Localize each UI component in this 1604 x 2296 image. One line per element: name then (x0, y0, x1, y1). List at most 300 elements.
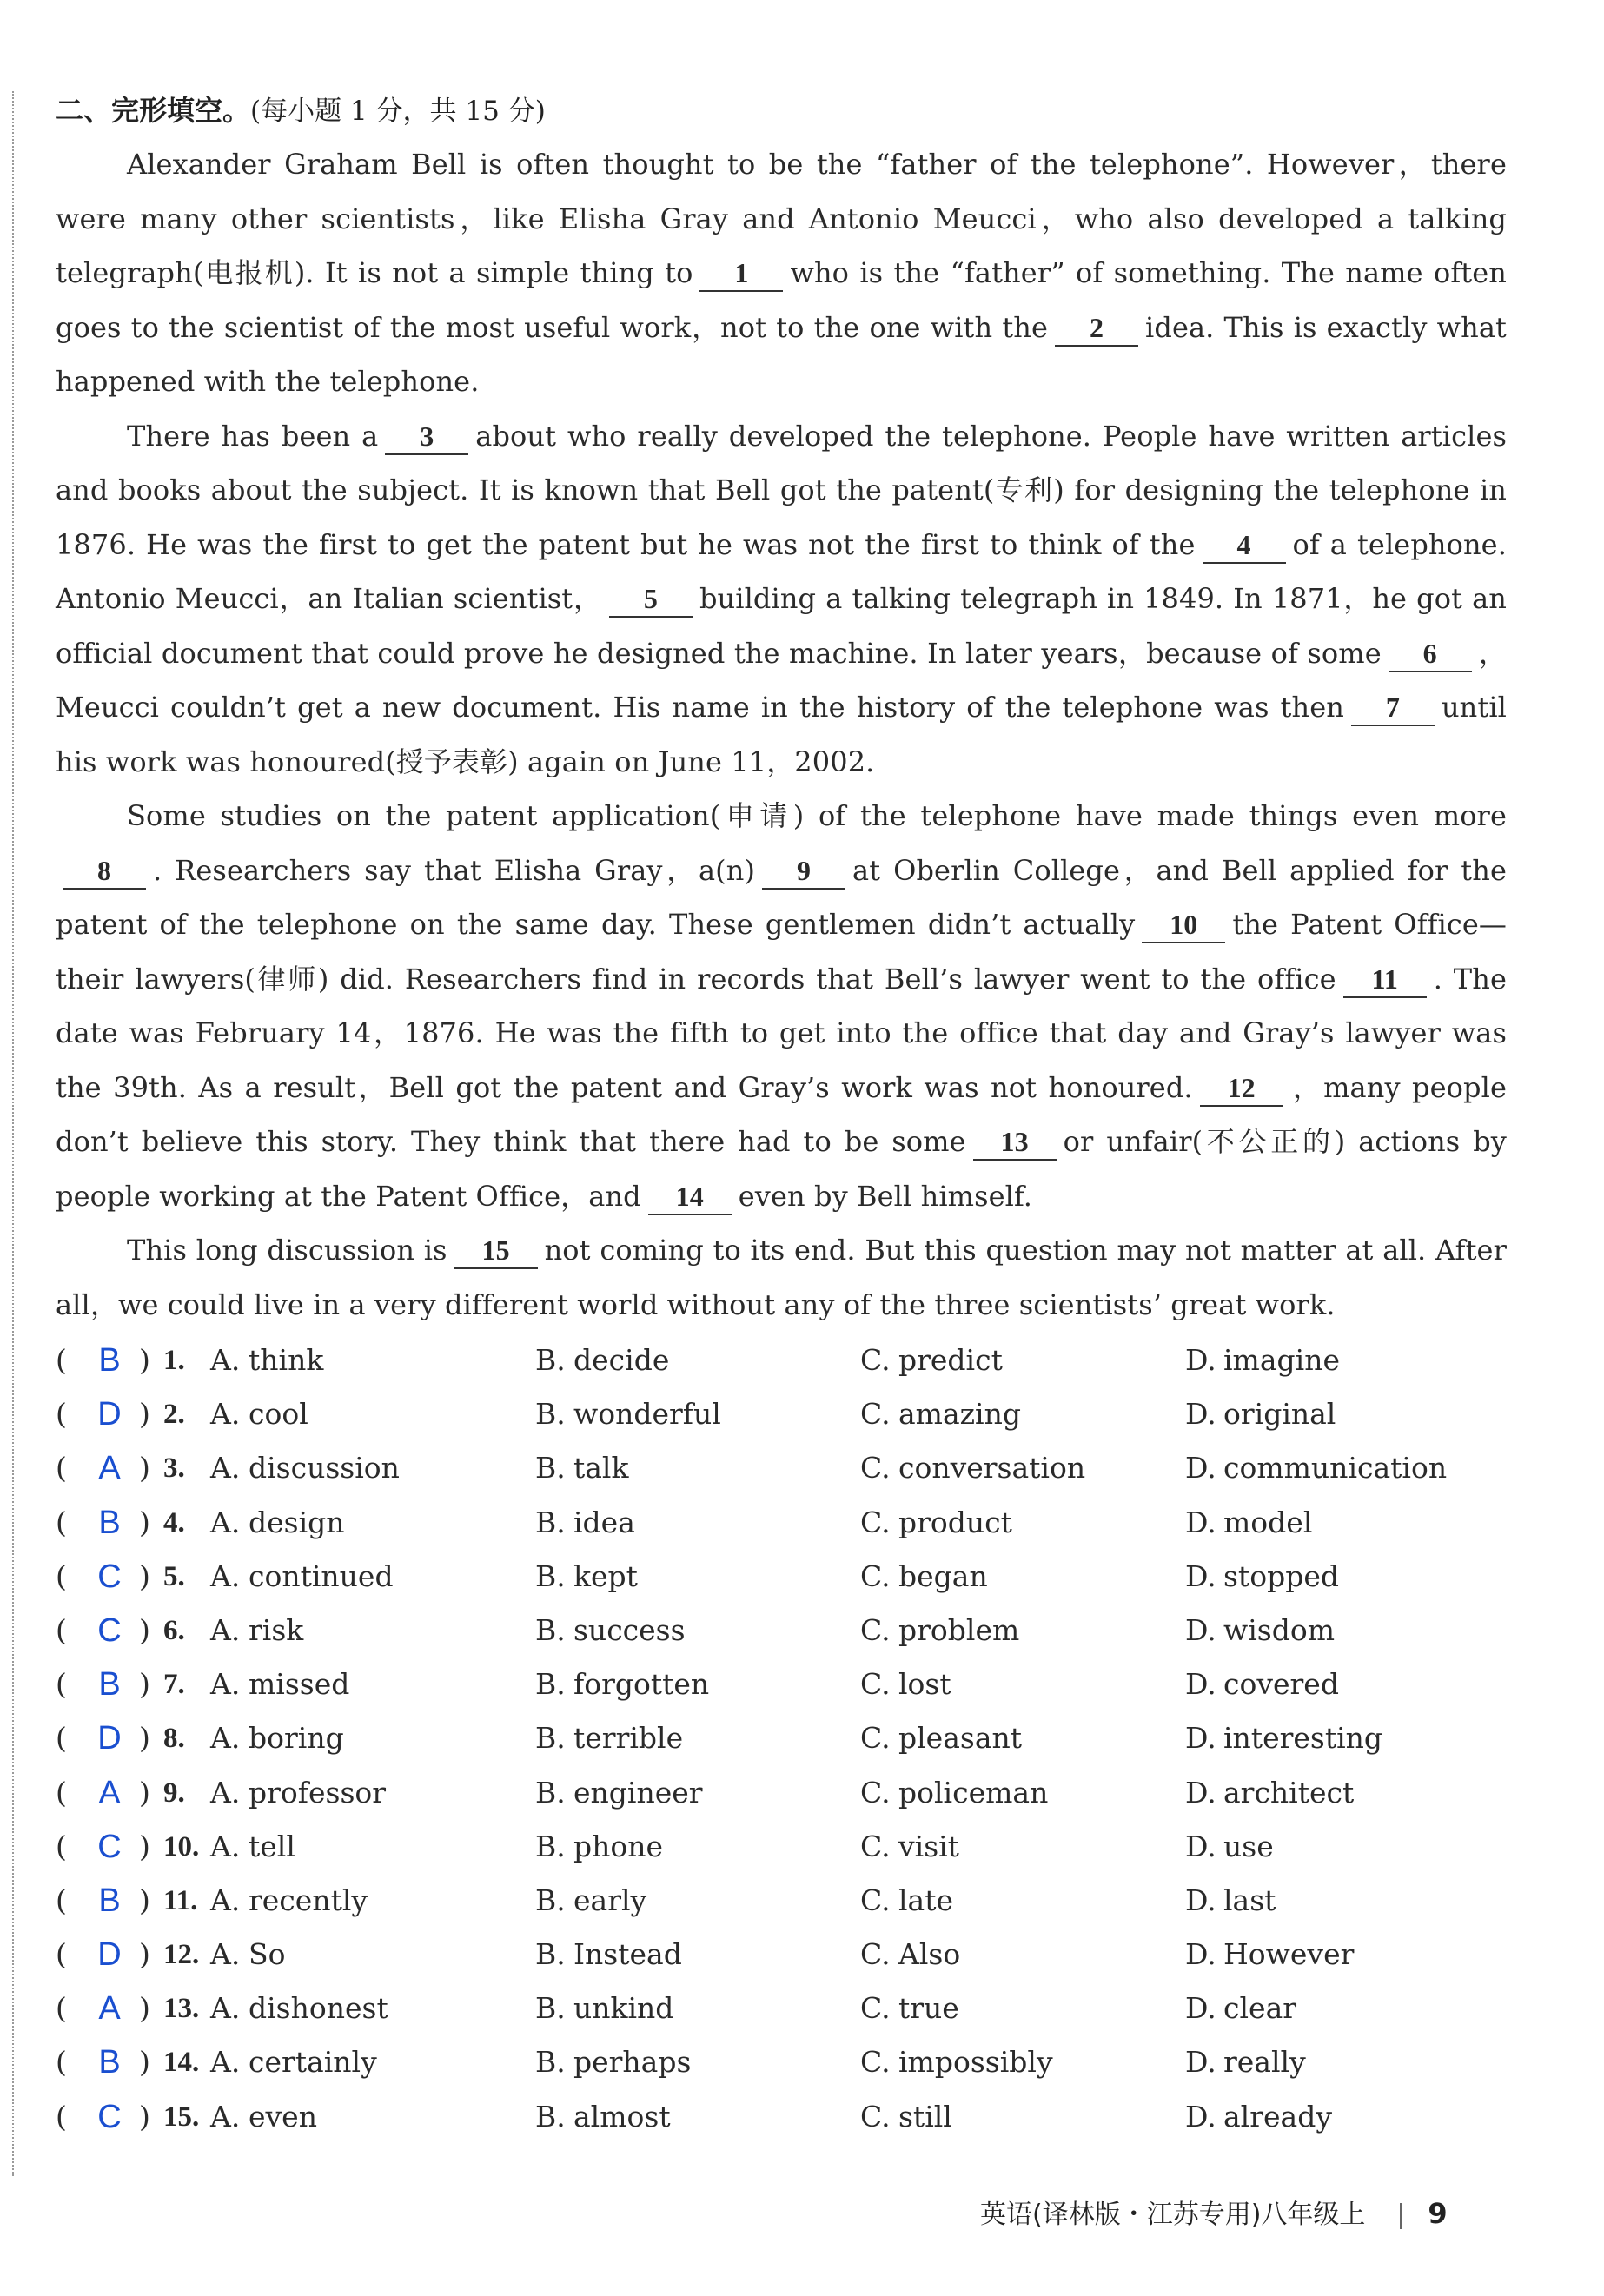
option-letter: B. (535, 1721, 566, 1756)
option-text: use (1223, 1829, 1274, 1863)
cloze-section (56, 83, 1507, 2144)
option-text: talk (573, 1451, 629, 1485)
page-footer (980, 2193, 1545, 2245)
option-a (210, 1711, 344, 1765)
blank-12: 12 (1200, 1070, 1283, 1107)
option-b (535, 1928, 682, 1982)
option-letter: A. (210, 2045, 241, 2080)
option-text: phone (573, 1829, 664, 1863)
text-run: of a telephone. Antonio Meucci，an Italian scientist， (56, 527, 1507, 615)
blank-2: 2 (1055, 310, 1138, 347)
text-run: Some studies on the patent application(申请) of the telephone have made things even more (127, 799, 1507, 832)
option-text: However (1223, 1937, 1355, 1972)
question-number: 8. (163, 1723, 185, 1755)
option-c (860, 1982, 959, 2035)
option-letter: D. (1185, 1612, 1216, 1647)
option-letter: C. (860, 1721, 891, 1756)
option-letter: B. (535, 1937, 566, 1972)
option-text: certainly (249, 2045, 377, 2080)
close-paren: ) (139, 1612, 150, 1647)
question-row (56, 1820, 1507, 1874)
option-letter: C. (860, 1667, 891, 1702)
close-paren: ) (139, 1558, 150, 1593)
question-row (56, 2090, 1507, 2144)
blank-9: 9 (762, 853, 845, 890)
text-run: even by Bell himself. (738, 1179, 1033, 1213)
text-run: . The date was February 14，1876. He was the fifth to get into the office that day and Gray’s lawyer was the 39th. As a result，Bell got the patent and Gray’s work was not honoured. (56, 962, 1508, 1104)
option-text: lost (898, 1667, 951, 1702)
option-letter: C. (860, 1451, 891, 1485)
passage-paragraph-3 (56, 789, 1507, 1223)
blank-13: 13 (973, 1124, 1057, 1161)
blank-14: 14 (648, 1179, 732, 1215)
option-text: policeman (898, 1775, 1049, 1810)
question-number: 15. (163, 2101, 200, 2133)
option-c (860, 1928, 960, 1982)
option-text: conversation (898, 1451, 1086, 1485)
option-c (860, 1496, 1012, 1550)
option-letter: D. (1185, 1721, 1216, 1756)
option-text: clear (1223, 1991, 1297, 2026)
close-paren: ) (139, 1397, 150, 1432)
open-paren: ( (56, 1667, 67, 1702)
open-paren: ( (56, 1558, 67, 1593)
open-paren: ( (56, 1451, 67, 1485)
text-run: about who really developed the telephone. People have written articles and books about the subject. It is known that Bell got the patent(专利) for designing the telephone in 1876. He was the first to get the patent but he was not the first to think of the (56, 419, 1507, 561)
question-row (56, 1874, 1507, 1928)
option-letter: C. (860, 2099, 891, 2134)
answer-mark: B (98, 1666, 121, 1704)
option-text: communication (1223, 1451, 1448, 1485)
answer-mark: D (97, 1396, 122, 1433)
option-letter: B. (535, 1612, 566, 1647)
option-text: still (898, 2099, 952, 2134)
option-text: dishonest (249, 1991, 388, 2026)
option-text: began (898, 1558, 988, 1593)
question-number: 10. (163, 1830, 200, 1863)
question-number: 7. (163, 1669, 185, 1701)
answer-mark: D (97, 1936, 122, 1974)
option-a (210, 1657, 349, 1711)
answer-mark: B (98, 1504, 121, 1541)
blank-3: 3 (385, 419, 468, 455)
question-number: 1. (163, 1345, 185, 1376)
option-letter: A. (210, 1937, 241, 1972)
answer-mark: B (98, 2044, 121, 2081)
option-c (860, 2090, 952, 2144)
section-title-text: 二、完形填空。 (56, 94, 251, 127)
option-text: almost (573, 2099, 671, 2134)
blank-8: 8 (63, 853, 146, 890)
text-run: idea. This is exactly what happened with the telephone. (56, 310, 1507, 398)
option-text: predict (898, 1343, 1003, 1377)
option-text: tell (249, 1829, 295, 1863)
text-run: There has been a (127, 419, 379, 453)
option-text: design (249, 1505, 345, 1539)
close-paren: ) (139, 1451, 150, 1485)
text-run: the Patent Office—their lawyers(律师) did. Researchers find in records that Bell’s lawyer went to the office (56, 908, 1507, 996)
option-b (535, 1441, 629, 1495)
question-row (56, 1928, 1507, 1982)
option-text: idea (573, 1505, 635, 1539)
option-text: Also (898, 1937, 961, 1972)
option-letter: D. (1185, 1451, 1216, 1485)
option-letter: C. (860, 1558, 891, 1593)
option-letter: D. (1185, 1882, 1216, 1917)
question-number: 13. (163, 1993, 200, 2025)
close-paren: ) (139, 1937, 150, 1972)
answer-mark: D (97, 1720, 122, 1757)
option-letter: A. (210, 1451, 241, 1485)
option-a (210, 1820, 295, 1874)
option-text: think (249, 1343, 324, 1377)
question-row (56, 1711, 1507, 1765)
option-a (210, 1982, 388, 2035)
option-a (210, 1387, 308, 1441)
option-text: early (573, 1882, 647, 1917)
answer-mark: C (97, 2098, 122, 2135)
question-number: 5. (163, 1560, 185, 1592)
option-text: missed (249, 1667, 350, 1702)
blank-15: 15 (454, 1233, 538, 1269)
option-letter: B. (535, 1882, 566, 1917)
question-number: 6. (163, 1614, 185, 1646)
option-letter: C. (860, 1991, 891, 2026)
option-a (210, 1441, 400, 1495)
question-number: 14. (163, 2047, 200, 2079)
option-text: recently (249, 1882, 368, 1917)
option-d (1185, 1657, 1339, 1711)
question-number: 4. (163, 1506, 185, 1538)
option-d (1185, 1820, 1274, 1874)
option-letter: A. (210, 1343, 241, 1377)
close-paren: ) (139, 1667, 150, 1702)
option-letter: D. (1185, 1937, 1216, 1972)
option-d (1185, 1550, 1339, 1604)
option-text: kept (573, 1558, 638, 1593)
option-letter: B. (535, 1829, 566, 1863)
text-run: not coming to its end. But this question may not matter at all. After all，we could live in a very different world without any of the three scientists’ great work. (56, 1234, 1507, 1321)
text-run: Alexander Graham Bell is often thought to be the “father of the telephone”. However，there were many other scientists，like Elisha Gray and Antonio Meucci，who also developed a talking telegraph(电报机). It is not a simple thing to (56, 148, 1507, 289)
option-letter: A. (210, 2099, 241, 2134)
option-text: covered (1223, 1667, 1339, 1702)
option-text: decide (573, 1343, 670, 1377)
close-paren: ) (139, 1505, 150, 1539)
close-paren: ) (139, 1343, 150, 1377)
option-letter: A. (210, 1721, 241, 1756)
option-c (860, 1441, 1085, 1495)
option-letter: D. (1185, 2099, 1216, 2134)
option-a (210, 1928, 285, 1982)
option-text: discussion (249, 1451, 400, 1485)
option-letter: B. (535, 1451, 566, 1485)
option-a (210, 1874, 368, 1928)
footer-book-title: 英语(译林版・江苏专用)八年级上 (980, 2200, 1366, 2230)
option-b (535, 1874, 646, 1928)
option-letter: B. (535, 1505, 566, 1539)
blank-5: 5 (609, 581, 693, 618)
option-text: wonderful (573, 1397, 721, 1432)
option-b (535, 1982, 673, 2035)
option-text: continued (249, 1558, 394, 1593)
option-b (535, 1766, 703, 1820)
option-d (1185, 1928, 1354, 1982)
option-c (860, 1874, 953, 1928)
text-run: at Oberlin College，and Bell applied for the patent of the telephone on the same day. These gentlemen didn’t actually (56, 853, 1507, 941)
option-letter: C. (860, 1505, 891, 1539)
question-row (56, 1496, 1507, 1550)
option-c (860, 1820, 959, 1874)
option-letter: D. (1185, 1397, 1216, 1432)
option-text: wisdom (1223, 1612, 1336, 1647)
open-paren: ( (56, 1721, 67, 1756)
option-d (1185, 1333, 1340, 1387)
option-text: interesting (1223, 1721, 1383, 1756)
open-paren: ( (56, 1343, 67, 1377)
close-paren: ) (139, 2045, 150, 2080)
option-b (535, 1387, 721, 1441)
page-number: 9 (1428, 2197, 1448, 2230)
close-paren: ) (139, 1829, 150, 1863)
option-d (1185, 1711, 1382, 1765)
option-d (1185, 2090, 1332, 2144)
option-c (860, 1333, 1003, 1387)
text-run: building a talking telegraph in 1849. In 1871，he got an official document that could prove he designed the machine. In later years，because of some (56, 582, 1507, 670)
option-a (210, 2035, 377, 2089)
option-text: Instead (573, 1937, 682, 1972)
option-b (535, 1496, 635, 1550)
option-letter: D. (1185, 1667, 1216, 1702)
passage-paragraph-2 (56, 409, 1507, 790)
option-letter: C. (860, 1397, 891, 1432)
option-text: success (573, 1612, 686, 1647)
option-d (1185, 1766, 1354, 1820)
option-letter: A. (210, 1397, 241, 1432)
option-text: already (1223, 2099, 1332, 2134)
blank-10: 10 (1142, 907, 1225, 943)
option-c (860, 1387, 1021, 1441)
close-paren: ) (139, 1775, 150, 1810)
option-b (535, 2090, 671, 2144)
answer-mark: C (97, 1828, 122, 1865)
close-paren: ) (139, 2099, 150, 2134)
option-c (860, 1550, 988, 1604)
answer-mark: C (97, 1611, 122, 1649)
option-a (210, 1550, 394, 1604)
option-letter: B. (535, 1775, 566, 1810)
close-paren: ) (139, 1721, 150, 1756)
page-edge-dotted-line (12, 91, 14, 2176)
option-letter: A. (210, 1612, 241, 1647)
question-row (56, 1333, 1507, 1387)
option-text: architect (1223, 1775, 1355, 1810)
passage-paragraph-1 (56, 137, 1507, 409)
option-text: engineer (573, 1775, 703, 1810)
option-text: impossibly (898, 2045, 1053, 2080)
question-number: 11. (163, 1884, 198, 1916)
option-letter: D. (1185, 1829, 1216, 1863)
open-paren: ( (56, 1775, 67, 1810)
option-b (535, 1820, 663, 1874)
option-a (210, 1604, 303, 1657)
open-paren: ( (56, 1505, 67, 1539)
question-row (56, 1550, 1507, 1604)
question-number: 9. (163, 1777, 185, 1809)
option-letter: C. (860, 1775, 891, 1810)
close-paren: ) (139, 1882, 150, 1917)
option-text: risk (249, 1612, 304, 1647)
option-c (860, 2035, 1053, 2089)
option-letter: D. (1185, 1558, 1216, 1593)
question-row (56, 1604, 1507, 1657)
option-b (535, 1550, 638, 1604)
option-text: forgotten (573, 1667, 710, 1702)
option-text: product (898, 1505, 1012, 1539)
option-d (1185, 1387, 1336, 1441)
option-text: last (1223, 1882, 1276, 1917)
option-letter: C. (860, 1612, 891, 1647)
text-run: ，Meucci couldn’t get a new document. His name in the history of the telephone was then (56, 636, 1507, 724)
question-row (56, 1982, 1507, 2035)
option-letter: B. (535, 1397, 566, 1432)
option-text: visit (898, 1829, 959, 1863)
option-text: boring (249, 1721, 344, 1756)
question-row (56, 1657, 1507, 1711)
text-run: who is the “father” of something. The name often goes to the scientist of the most useful work，not to the one with the (56, 256, 1507, 344)
option-letter: D. (1185, 1505, 1216, 1539)
option-b (535, 1333, 669, 1387)
footer-divider (1400, 2203, 1402, 2229)
option-letter: A. (210, 1829, 241, 1863)
option-b (535, 2035, 691, 2089)
option-text: unkind (573, 1991, 674, 2026)
answer-mark: A (98, 1774, 121, 1811)
option-text: original (1223, 1397, 1336, 1432)
question-number: 2. (163, 1399, 185, 1431)
option-text: stopped (1223, 1558, 1339, 1593)
option-c (860, 1657, 951, 1711)
question-row (56, 1387, 1507, 1441)
option-a (210, 1766, 386, 1820)
option-text: cool (249, 1397, 308, 1432)
blank-6: 6 (1389, 636, 1472, 672)
option-letter: B. (535, 1558, 566, 1593)
text-run: until his work was honoured(授予表彰) again on June 11，2002. (56, 691, 1507, 778)
question-row (56, 1441, 1507, 1495)
option-d (1185, 2035, 1306, 2089)
open-paren: ( (56, 1829, 67, 1863)
option-a (210, 1496, 345, 1550)
option-letter: A. (210, 1775, 241, 1810)
option-letter: B. (535, 1667, 566, 1702)
option-letter: C. (860, 1343, 891, 1377)
option-letter: A. (210, 1558, 241, 1593)
option-d (1185, 1604, 1335, 1657)
option-letter: A. (210, 1991, 241, 2026)
option-text: really (1223, 2045, 1306, 2080)
option-d (1185, 1874, 1276, 1928)
option-letter: B. (535, 2045, 566, 2080)
open-paren: ( (56, 2099, 67, 2134)
option-text: even (249, 2099, 317, 2134)
option-text: imagine (1223, 1343, 1340, 1377)
answer-mark: B (98, 1342, 121, 1379)
answer-mark: A (98, 1990, 121, 2028)
option-text: terrible (573, 1721, 684, 1756)
close-paren: ) (139, 1991, 150, 2026)
option-text: professor (249, 1775, 387, 1810)
text-run: ，many people don’t believe this story. They think that there had to be some (56, 1070, 1508, 1158)
option-text: model (1223, 1505, 1313, 1539)
blank-1: 1 (699, 255, 783, 292)
option-b (535, 1657, 709, 1711)
option-letter: D. (1185, 1991, 1216, 2026)
option-letter: A. (210, 1882, 241, 1917)
option-c (860, 1604, 1019, 1657)
open-paren: ( (56, 2045, 67, 2080)
option-c (860, 1766, 1048, 1820)
option-letter: A. (210, 1667, 241, 1702)
option-text: pleasant (898, 1721, 1023, 1756)
option-b (535, 1711, 683, 1765)
answer-mark: A (98, 1450, 121, 1487)
option-text: perhaps (573, 2045, 692, 2080)
option-letter: D. (1185, 1775, 1216, 1810)
option-letter: C. (860, 2045, 891, 2080)
option-letter: C. (860, 1937, 891, 1972)
option-d (1185, 1496, 1312, 1550)
option-text: problem (898, 1612, 1020, 1647)
option-letter: D. (1185, 2045, 1216, 2080)
option-a (210, 1333, 323, 1387)
passage-paragraph-4 (56, 1223, 1507, 1332)
option-text: true (898, 1991, 959, 2026)
option-d (1185, 1441, 1447, 1495)
option-d (1185, 1982, 1296, 2035)
option-letter: A. (210, 1505, 241, 1539)
answer-mark: B (98, 1882, 121, 1919)
option-text: late (898, 1882, 954, 1917)
question-row (56, 1766, 1507, 1820)
open-paren: ( (56, 1397, 67, 1432)
open-paren: ( (56, 1612, 67, 1647)
option-letter: C. (860, 1829, 891, 1863)
option-letter: D. (1185, 1343, 1216, 1377)
question-number: 12. (163, 1939, 200, 1971)
blank-11: 11 (1343, 962, 1427, 998)
open-paren: ( (56, 1937, 67, 1972)
option-letter: B. (535, 2099, 566, 2134)
answer-mark: C (97, 1558, 122, 1595)
option-letter: B. (535, 1343, 566, 1377)
option-c (860, 1711, 1022, 1765)
section-subtitle: (每小题 1 分，共 15 分) (250, 96, 546, 127)
text-run: This long discussion is (127, 1234, 447, 1267)
option-text: amazing (898, 1397, 1021, 1432)
question-number: 3. (163, 1452, 185, 1485)
option-text: So (249, 1937, 286, 1972)
text-run: or unfair(不公正的) actions by people working at the Patent Office，and (56, 1125, 1507, 1213)
question-row (56, 2035, 1507, 2089)
blank-4: 4 (1203, 527, 1286, 564)
section-title (56, 83, 1507, 137)
text-run: . Researchers say that Elisha Gray，a(n) (153, 853, 756, 887)
answer-options-list (56, 1333, 1507, 2144)
blank-7: 7 (1351, 690, 1435, 726)
option-letter: C. (860, 1882, 891, 1917)
option-letter: B. (535, 1991, 566, 2026)
option-a (210, 2090, 317, 2144)
